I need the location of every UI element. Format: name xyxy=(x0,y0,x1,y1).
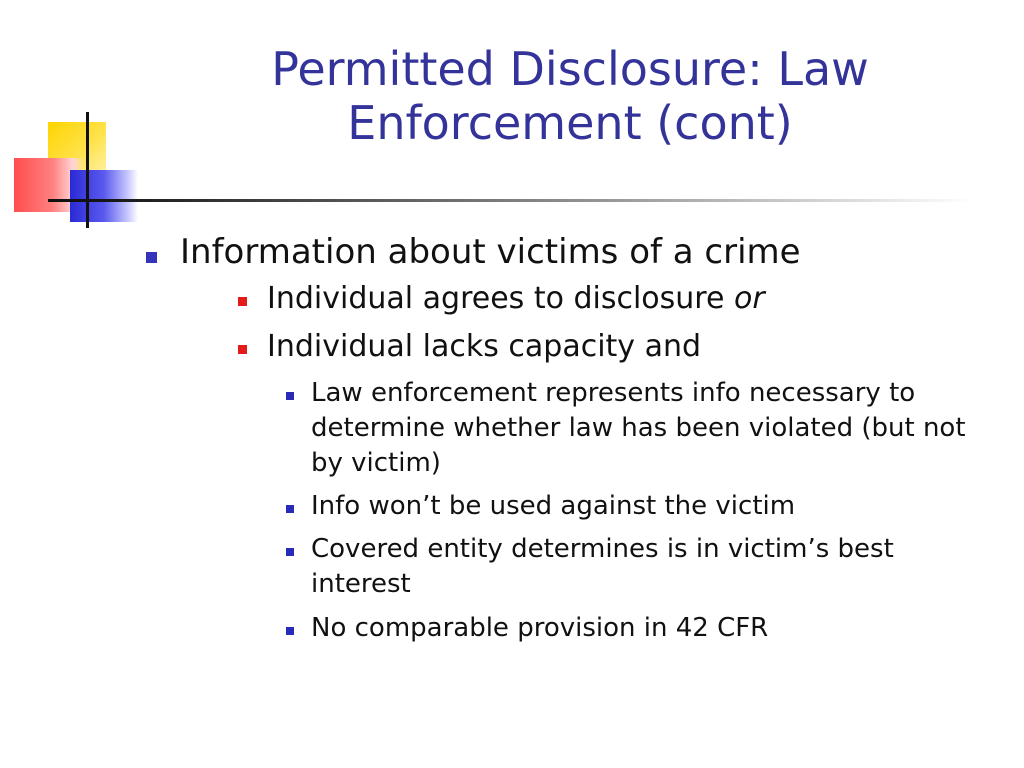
slide-title: Permitted Disclosure: Law Enforcement (cont) xyxy=(271,42,869,151)
square-bullet-icon xyxy=(286,627,294,635)
slide-body xyxy=(140,232,990,658)
square-bullet-icon xyxy=(286,548,294,556)
bullet-text: Information about victims of a crime xyxy=(180,232,801,272)
bullet-item xyxy=(180,611,990,646)
square-bullet-icon xyxy=(286,392,294,400)
bullet-text: Law enforcement represents info necessary to determine whether law has been violated (but not by victim) xyxy=(311,377,966,479)
bullet-item xyxy=(180,532,990,602)
square-bullet-icon xyxy=(238,297,247,306)
bullet-text: Individual agrees to disclosure xyxy=(267,280,734,316)
bullet-list-level1 xyxy=(140,232,990,646)
bullet-item xyxy=(180,329,990,645)
square-bullet-icon xyxy=(146,252,157,263)
bullet-text: No comparable provision in 42 CFR xyxy=(311,612,769,643)
blue-square-decoration xyxy=(70,170,138,222)
bullet-item xyxy=(180,281,990,318)
bullet-text: Info won’t be used against the victim xyxy=(311,491,796,522)
bullet-text-wrap xyxy=(180,281,990,318)
bullet-emphasis: or xyxy=(733,280,765,316)
bullet-text: Covered entity determines is in victim’s best interest xyxy=(311,534,894,600)
color-blocks-decoration xyxy=(0,0,160,240)
square-bullet-icon xyxy=(286,505,294,513)
bullet-text: Individual lacks capacity and xyxy=(267,329,702,365)
bullet-list-level3 xyxy=(180,376,990,646)
bullet-text-wrap xyxy=(180,329,990,366)
square-bullet-icon xyxy=(238,345,247,354)
title-underline-rule xyxy=(86,199,976,202)
bullet-item xyxy=(180,376,990,481)
bullet-item xyxy=(180,489,990,524)
bullet-list-level2 xyxy=(180,281,990,646)
bullet-item xyxy=(140,232,990,646)
vertical-line-decoration xyxy=(86,112,89,228)
